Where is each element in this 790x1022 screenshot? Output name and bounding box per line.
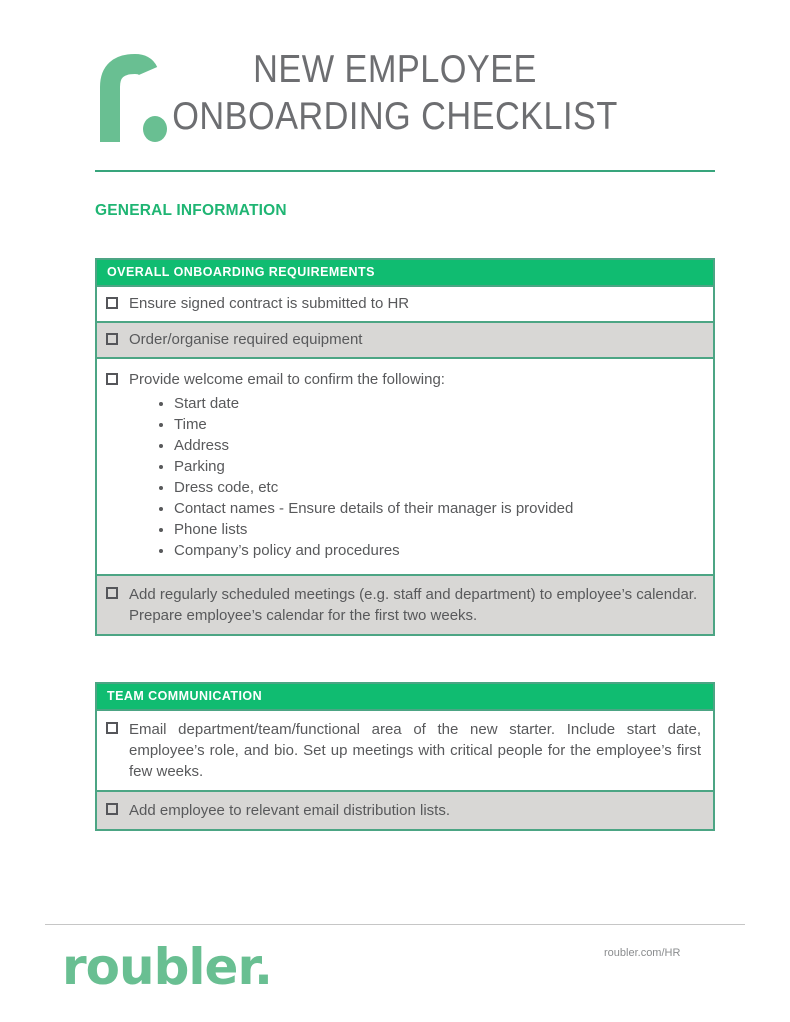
checkbox[interactable]	[106, 722, 118, 734]
table-overall-onboarding-requirements	[95, 258, 715, 636]
bullet-item: • Time	[174, 414, 701, 435]
table-row	[97, 574, 713, 634]
bullet-item: • Start date	[174, 393, 701, 414]
footer-divider	[45, 924, 745, 925]
row-label: Add employee to relevant email distribution lists.	[129, 802, 450, 819]
table-row	[97, 709, 713, 790]
checkbox[interactable]	[106, 333, 118, 345]
bullet-item: • Contact names - Ensure details of their manager is provided	[174, 498, 701, 519]
row-label: Ensure signed contract is submitted to HR	[129, 295, 410, 312]
bullet-list	[129, 393, 701, 561]
bullet-item: • Company’s policy and procedures	[174, 540, 701, 561]
table-row	[97, 321, 713, 357]
row-label: Email department/team/functional area of the new starter. Include start date, employee’s role, and bio. Set up meetings with critical people for the employee’s first few weeks.	[129, 721, 701, 780]
header-divider	[95, 170, 715, 172]
row-label: Provide welcome email to confirm the following:	[129, 371, 445, 388]
footer-url[interactable]: roubler.com/HR	[604, 947, 681, 959]
bullet-item: • Dress code, etc	[174, 477, 701, 498]
checkbox[interactable]	[106, 373, 118, 385]
row-label: Order/organise required equipment	[129, 331, 363, 348]
page-title-line1: NEW EMPLOYEE	[253, 48, 537, 91]
table-header: TEAM COMMUNICATION	[97, 684, 713, 709]
checkbox[interactable]	[106, 297, 118, 309]
table-row	[97, 357, 713, 574]
table-row	[97, 790, 713, 829]
page-title	[47, 46, 742, 140]
bullet-item: • Address	[174, 435, 701, 456]
page-title-line2: ONBOARDING CHECKLIST	[172, 95, 618, 138]
checkbox[interactable]	[106, 803, 118, 815]
bullet-item: • Parking	[174, 456, 701, 477]
row-content	[129, 370, 701, 561]
table-row	[97, 285, 713, 321]
roubler-logotype: roubler.	[62, 938, 272, 996]
section-heading: GENERAL INFORMATION	[95, 202, 287, 219]
row-label: Add regularly scheduled meetings (e.g. staff and department) to employee’s calendar. Prepare employee’s calendar for the first two weeks.	[129, 586, 698, 624]
checkbox[interactable]	[106, 587, 118, 599]
table-header: OVERALL ONBOARDING REQUIREMENTS	[97, 260, 713, 285]
table-team-communication	[95, 682, 715, 831]
bullet-item: • Phone lists	[174, 519, 701, 540]
